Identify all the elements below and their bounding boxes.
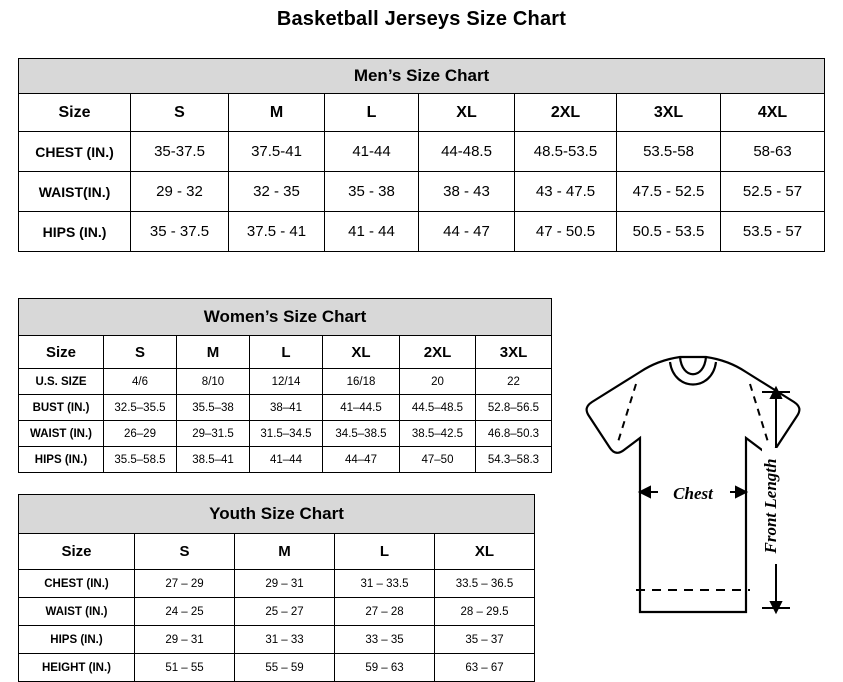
mens-col-header: M xyxy=(229,94,325,132)
table-cell: 47.5 - 52.5 xyxy=(617,172,721,212)
table-cell: 41 - 44 xyxy=(325,212,419,252)
table-cell: 59 – 63 xyxy=(335,654,435,682)
table-cell: 47–50 xyxy=(400,447,476,473)
table-cell: 41-44 xyxy=(325,132,419,172)
table-cell: 35 - 37.5 xyxy=(131,212,229,252)
mens-chart-title-row xyxy=(19,59,825,94)
table-cell: 38 - 43 xyxy=(419,172,515,212)
front-length-label: Front Length xyxy=(761,458,780,554)
jersey-measurement-diagram xyxy=(548,350,838,670)
table-cell: 47 - 50.5 xyxy=(515,212,617,252)
womens-header-row xyxy=(19,336,552,369)
table-cell: 26–29 xyxy=(104,421,177,447)
table-cell: 20 xyxy=(400,369,476,395)
table-cell: 43 - 47.5 xyxy=(515,172,617,212)
table-cell: 29–31.5 xyxy=(177,421,250,447)
youth-col-header: L xyxy=(335,534,435,570)
table-cell: 53.5-58 xyxy=(617,132,721,172)
table-cell: 33 – 35 xyxy=(335,626,435,654)
womens-chart-title: Women’s Size Chart xyxy=(19,299,552,336)
table-row xyxy=(19,212,825,252)
womens-col-header: 3XL xyxy=(476,336,552,369)
womens-col-header: XL xyxy=(323,336,400,369)
row-label: WAIST (IN.) xyxy=(19,598,135,626)
chest-label: Chest xyxy=(673,484,713,503)
table-cell: 8/10 xyxy=(177,369,250,395)
table-cell: 50.5 - 53.5 xyxy=(617,212,721,252)
womens-col-header: L xyxy=(250,336,323,369)
table-cell: 31 – 33 xyxy=(235,626,335,654)
table-row xyxy=(19,369,552,395)
table-cell: 34.5–38.5 xyxy=(323,421,400,447)
table-cell: 44-48.5 xyxy=(419,132,515,172)
table-cell: 38.5–42.5 xyxy=(400,421,476,447)
table-cell: 37.5-41 xyxy=(229,132,325,172)
table-cell: 63 – 67 xyxy=(435,654,535,682)
womens-chart-title-row xyxy=(19,299,552,336)
table-cell: 35 – 37 xyxy=(435,626,535,654)
table-cell: 38.5–41 xyxy=(177,447,250,473)
womens-size-chart-table xyxy=(18,298,552,473)
table-cell: 54.3–58.3 xyxy=(476,447,552,473)
table-cell: 52.5 - 57 xyxy=(721,172,825,212)
table-cell: 29 - 32 xyxy=(131,172,229,212)
page-title: Basketball Jerseys Size Chart xyxy=(276,8,567,30)
mens-chart-title: Men’s Size Chart xyxy=(19,59,825,94)
table-cell: 41–44.5 xyxy=(323,395,400,421)
table-cell: 32 - 35 xyxy=(229,172,325,212)
womens-col-header: 2XL xyxy=(400,336,476,369)
table-row xyxy=(19,172,825,212)
table-cell: 52.8–56.5 xyxy=(476,395,552,421)
table-cell: 35 - 38 xyxy=(325,172,419,212)
table-row xyxy=(19,421,552,447)
table-cell: 33.5 – 36.5 xyxy=(435,570,535,598)
table-row xyxy=(19,598,535,626)
table-cell: 25 – 27 xyxy=(235,598,335,626)
table-cell: 29 – 31 xyxy=(235,570,335,598)
table-cell: 44.5–48.5 xyxy=(400,395,476,421)
youth-col-header: XL xyxy=(435,534,535,570)
table-cell: 32.5–35.5 xyxy=(104,395,177,421)
table-cell: 35.5–58.5 xyxy=(104,447,177,473)
table-cell: 22 xyxy=(476,369,552,395)
table-row xyxy=(19,654,535,682)
table-cell: 53.5 - 57 xyxy=(721,212,825,252)
youth-chart-title-row xyxy=(19,495,535,534)
row-label: CHEST (IN.) xyxy=(19,132,131,172)
mens-col-header: 3XL xyxy=(617,94,721,132)
womens-col-header: S xyxy=(104,336,177,369)
youth-header-row xyxy=(19,534,535,570)
table-cell: 28 – 29.5 xyxy=(435,598,535,626)
table-cell: 27 – 29 xyxy=(135,570,235,598)
table-cell: 58-63 xyxy=(721,132,825,172)
table-cell: 38–41 xyxy=(250,395,323,421)
table-cell: 27 – 28 xyxy=(335,598,435,626)
row-label: HEIGHT (IN.) xyxy=(19,654,135,682)
table-row xyxy=(19,626,535,654)
mens-col-header: 2XL xyxy=(515,94,617,132)
youth-col-header: Size xyxy=(19,534,135,570)
table-cell: 35.5–38 xyxy=(177,395,250,421)
table-cell: 31 – 33.5 xyxy=(335,570,435,598)
table-row xyxy=(19,570,535,598)
row-label: WAIST (IN.) xyxy=(19,421,104,447)
mens-size-chart-table xyxy=(18,58,825,252)
mens-col-header: Size xyxy=(19,94,131,132)
table-cell: 48.5-53.5 xyxy=(515,132,617,172)
row-label: HIPS (IN.) xyxy=(19,212,131,252)
row-label: U.S. SIZE xyxy=(19,369,104,395)
table-cell: 16/18 xyxy=(323,369,400,395)
mens-header-row xyxy=(19,94,825,132)
youth-col-header: S xyxy=(135,534,235,570)
mens-col-header: 4XL xyxy=(721,94,825,132)
table-cell: 31.5–34.5 xyxy=(250,421,323,447)
row-label: CHEST (IN.) xyxy=(19,570,135,598)
table-cell: 51 – 55 xyxy=(135,654,235,682)
mens-col-header: S xyxy=(131,94,229,132)
table-cell: 46.8–50.3 xyxy=(476,421,552,447)
table-cell: 44 - 47 xyxy=(419,212,515,252)
table-row xyxy=(19,132,825,172)
row-label: WAIST(IN.) xyxy=(19,172,131,212)
youth-size-chart-table xyxy=(18,494,535,682)
youth-col-header: M xyxy=(235,534,335,570)
table-cell: 44–47 xyxy=(323,447,400,473)
womens-col-header: Size xyxy=(19,336,104,369)
row-label: HIPS (IN.) xyxy=(19,626,135,654)
womens-col-header: M xyxy=(177,336,250,369)
table-cell: 35-37.5 xyxy=(131,132,229,172)
youth-chart-title: Youth Size Chart xyxy=(19,495,535,534)
table-cell: 4/6 xyxy=(104,369,177,395)
table-cell: 29 – 31 xyxy=(135,626,235,654)
table-row xyxy=(19,447,552,473)
table-cell: 55 – 59 xyxy=(235,654,335,682)
mens-col-header: XL xyxy=(419,94,515,132)
table-cell: 37.5 - 41 xyxy=(229,212,325,252)
mens-col-header: L xyxy=(325,94,419,132)
table-cell: 41–44 xyxy=(250,447,323,473)
table-row xyxy=(19,395,552,421)
table-cell: 12/14 xyxy=(250,369,323,395)
table-cell: 24 – 25 xyxy=(135,598,235,626)
row-label: BUST (IN.) xyxy=(19,395,104,421)
row-label: HIPS (IN.) xyxy=(19,447,104,473)
